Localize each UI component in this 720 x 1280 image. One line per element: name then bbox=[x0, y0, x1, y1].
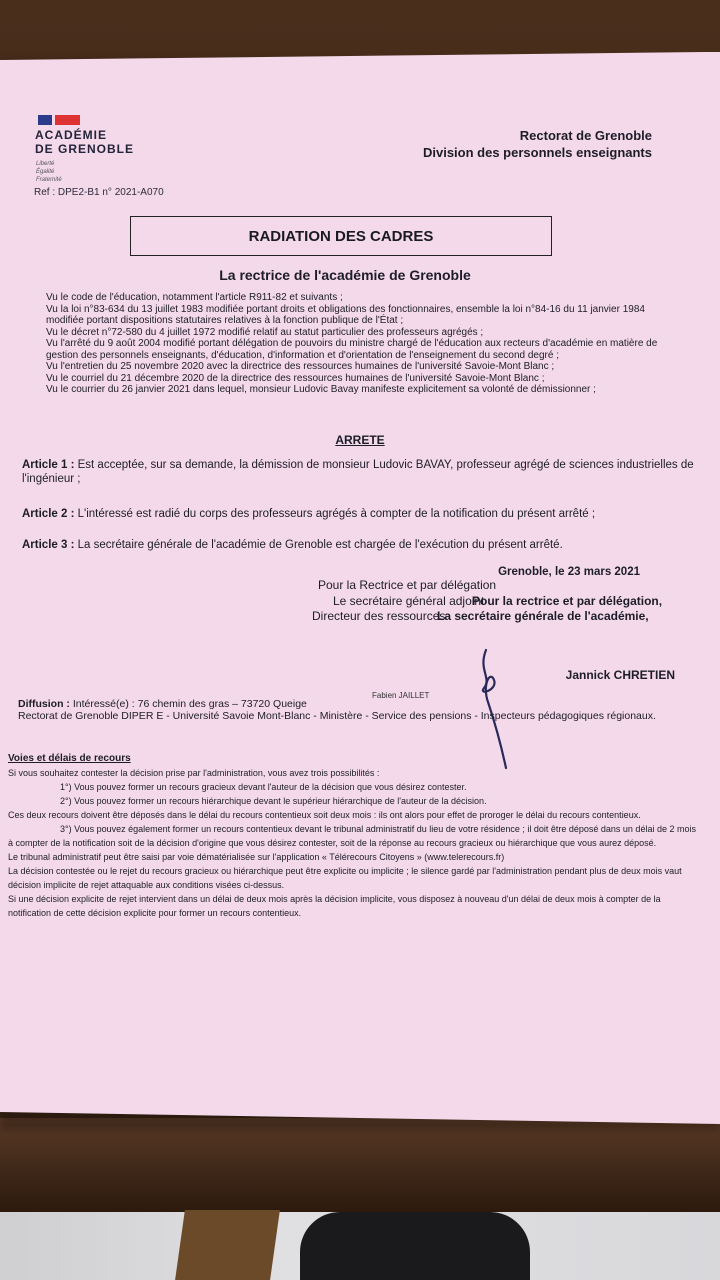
list-item: Vu le courrier du 26 janvier 2021 dans lequel, monsieur Ludovic Bavay manifeste explicitement sa volonté de démissionner ; bbox=[46, 384, 596, 395]
logo-line-2: DE GRENOBLE bbox=[35, 142, 135, 156]
document-subtitle: La rectrice de l'académie de Grenoble bbox=[219, 267, 471, 283]
diffusion-line-1: Intéressé(e) : 76 chemin des gras – 73720 Queige bbox=[72, 698, 307, 710]
logo-line-1: ACADÉMIE bbox=[35, 128, 108, 142]
list-item: Si vous souhaitez contester la décision prise par l'administration, vous avez trois possibilités : bbox=[8, 768, 380, 778]
list-item: 2°) Vous pouvez former un recours hiérarchique devant le supérieur hiérarchique de l'auteur de la décision. bbox=[60, 796, 487, 806]
dark-object bbox=[300, 1212, 530, 1280]
list-item: Vu le code de l'éducation, notamment l'article R911-82 et suivants ; bbox=[46, 292, 343, 303]
signer-name: Jannick CHRETIEN bbox=[565, 668, 675, 682]
date-line: Grenoble, le 23 mars 2021 bbox=[498, 566, 640, 578]
diffusion-block bbox=[18, 698, 688, 722]
list-item: Vu le courriel du 21 décembre 2020 de la directrice des ressources humaines de l'université Savoie-Mont Blanc ; bbox=[46, 372, 545, 384]
reference-number: Ref : DPE2-B1 n° 2021-A070 bbox=[34, 187, 164, 198]
document-title: RADIATION DES CADRES bbox=[130, 216, 552, 256]
list-item: La décision contestée ou le rejet du recours gracieux ou hiérarchique peut être explicite ou implicite ; le silence gardé par l'administration pendant plus de deux mois vaut décision implicite de rejet attaquable aux conditions visées ci-dessus. bbox=[8, 866, 682, 890]
diffusion-label: Diffusion : bbox=[18, 698, 70, 710]
republique-logo-icon bbox=[38, 115, 80, 125]
article-label: Article 3 : bbox=[22, 539, 75, 551]
list-item: Le tribunal administratif peut être saisi par voie dématérialisée sur l'application « Télérecours Citoyens » (www.telerecours.fr) bbox=[8, 852, 505, 862]
motto-fraternite: Fraternité bbox=[36, 177, 62, 183]
appeal-rights-block bbox=[8, 752, 698, 920]
article-3 bbox=[22, 538, 702, 552]
list-item: 3°) Vous pouvez également former un recours contentieux devant le tribunal administratif du lieu de votre résidence ; il doit être déposé dans un délai de 2 mois à compter de la notification soit de la décision d'origine que vous désirez contester, soit de la réponse au recours gracieux ou hiérarchique que vous aurez déposé. bbox=[8, 824, 696, 848]
list-item: Ces deux recours doivent être déposés dans le délai du recours contentieux soit deux mois : ils ont alors pour effet de proroger le délai du recours contentieux. bbox=[8, 810, 641, 820]
rectorat-name: Rectorat de Grenoble bbox=[519, 128, 652, 143]
chair-leg bbox=[175, 1210, 280, 1280]
article-2 bbox=[22, 507, 702, 521]
article-text: Est acceptée, sur sa demande, la démission de monsieur Ludovic BAVAY, professeur agrégé de sciences industrielles de l'ingénieur ; bbox=[22, 459, 694, 485]
delegation-overlay-2: La secrétaire générale de l'académie, bbox=[437, 609, 649, 623]
list-item: Si une décision explicite de rejet intervient dans un délai de deux mois après la décision implicite, vous disposez à nouveau d'un délai de deux mois à compter de la notification de cette décision explicite pour former un recours contentieux. bbox=[8, 894, 661, 918]
appeal-heading: Voies et délais de recours bbox=[8, 753, 131, 764]
list-item: Vu l'entretien du 25 novembre 2020 avec la directrice des ressources humaines de l'université Savoie-Mont Blanc ; bbox=[46, 361, 555, 372]
motto-egalite: Égalité bbox=[36, 169, 55, 175]
diffusion-line-2: Rectorat de Grenoble DIPER E - Université Savoie Mont-Blanc - Ministère - Service des pensions - Inspecteurs pédagogiques régionaux. bbox=[18, 710, 656, 722]
delegation-line-1: Pour la Rectrice et par délégation bbox=[318, 578, 497, 592]
list-item: Vu l'arrêté du 9 août 2004 modifié portant délégation de pouvoirs du ministre chargé de l'éducation aux recteurs d'académie en matière de gestion des personnels enseignants, d'éducation, d'information et d'orientation de l'enseignement du second degré ; bbox=[46, 338, 658, 361]
article-text: L'intéressé est radié du corps des professeurs agrégés à compter de la notification du présent arrêté ; bbox=[77, 508, 596, 520]
delegation-line-3: Directeur des ressources bbox=[312, 609, 446, 623]
list-item: 1°) Vous pouvez former un recours gracieux devant l'auteur de la décision que vous désirez contester. bbox=[60, 782, 467, 792]
legal-references-list bbox=[42, 292, 672, 396]
delegation-overlay-1: Pour la rectrice et par délégation, bbox=[472, 594, 663, 608]
list-item: Vu le décret n°72-580 du 4 juillet 1972 modifié relatif au statut particulier des professeurs agrégés ; bbox=[46, 326, 484, 338]
article-1 bbox=[22, 458, 702, 486]
motto-liberte: Liberté bbox=[36, 161, 55, 167]
republic-motto bbox=[36, 160, 62, 184]
table-edge bbox=[0, 1118, 720, 1218]
delegation-line-2: Le secrétaire général adjoint bbox=[333, 594, 485, 608]
article-label: Article 1 : bbox=[22, 459, 75, 471]
article-label: Article 2 : bbox=[22, 508, 75, 520]
arrete-heading: ARRETE bbox=[335, 433, 385, 447]
division-name: Division des personnels enseignants bbox=[422, 145, 652, 160]
academy-logo-text bbox=[35, 128, 134, 156]
stamp-name: Fabien JAILLET bbox=[372, 691, 430, 700]
issuer-header bbox=[423, 127, 652, 161]
list-item: Vu la loi n°83-634 du 13 juillet 1983 modifiée portant droits et obligations des fonctionnaires, ensemble la loi n°84-16 du 11 janvier 1984 modifiée portant dispositions statutaires relatives à la fonction publique de l'État ; bbox=[46, 303, 645, 326]
article-text: La secrétaire générale de l'académie de Grenoble est chargée de l'exécution du présent arrêté. bbox=[77, 539, 563, 551]
